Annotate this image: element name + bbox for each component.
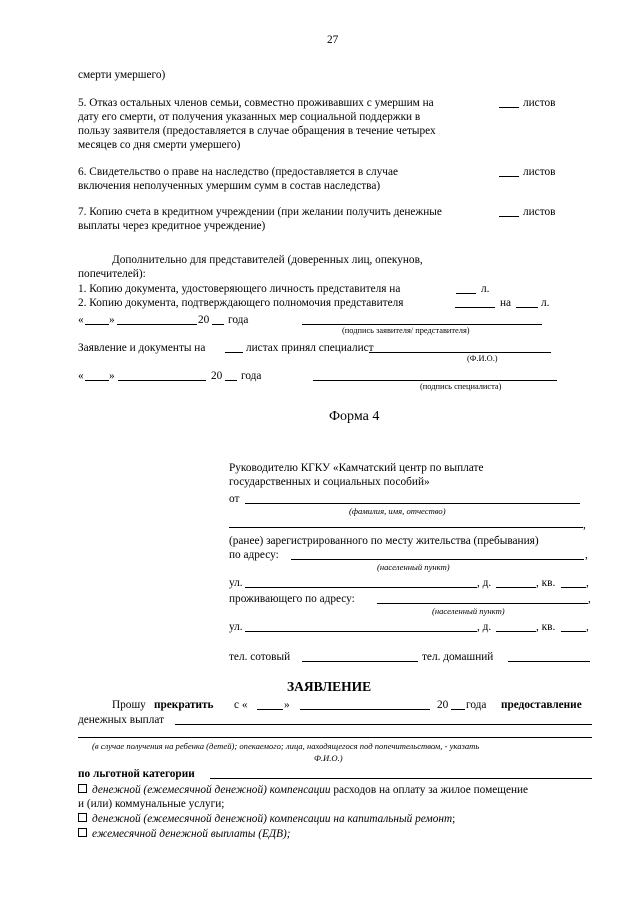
house-label-2: , д. [477, 621, 492, 633]
date1-quote-close: » [109, 314, 115, 326]
date2-year-word: года [241, 370, 262, 382]
date1-day-blank [85, 324, 109, 325]
cash-line-2 [78, 737, 592, 738]
continuation-line: смерти умершего) [78, 69, 166, 81]
item5-line2: дату его смерти, от получения указанных мер социальной поддержки в [78, 111, 421, 123]
date2-quote-open: « [78, 370, 84, 382]
ask-year-word: года [466, 699, 487, 711]
reps-item2-suffix: л. [541, 297, 550, 309]
category-line [210, 778, 592, 779]
date2-year-blank [225, 380, 237, 381]
comma-5: , [586, 621, 589, 633]
accepted-count-blank [225, 352, 243, 353]
item6-line1: 6. Свидетельство о праве на наследство (предоставляется в случае [78, 166, 398, 178]
ask-month-blank [300, 709, 430, 710]
accepted-mid: листах принял специалист [246, 342, 374, 354]
comma-2: , [585, 549, 588, 561]
living-address-line [377, 603, 588, 604]
living-label: проживающего по адресу: [229, 593, 355, 605]
registered-line1: (ранее) зарегистрированного по месту жительства (пребывания) [229, 535, 539, 547]
cash-line [175, 724, 592, 725]
ask-year-blank [451, 709, 465, 710]
ask-close: » [284, 699, 290, 711]
date2-day-blank [85, 380, 109, 381]
date2-month-blank [118, 380, 206, 381]
form-title: Форма 4 [329, 409, 380, 424]
house-line-2 [496, 631, 536, 632]
reps-item1: 1. Копию документа, удостоверяющего личность представителя на [78, 283, 401, 295]
ask-word: Прошу [112, 699, 146, 711]
date2-quote-close: » [109, 370, 115, 382]
item7-line1: 7. Копию счета в кредитном учреждении (при желании получить денежные [78, 206, 442, 218]
registered-address-line [291, 559, 584, 560]
street-label-1: ул. [229, 577, 243, 589]
addressee-line2: государственных и социальных пособий» [229, 476, 430, 488]
date1-month-blank [117, 324, 197, 325]
item5-count-blank [499, 107, 519, 108]
phone-mobile-line [302, 661, 418, 662]
reps-intro-1: Дополнительно для представителей (доверенных лиц, опекунов, [112, 254, 423, 266]
apt-label-2: , кв. [536, 621, 556, 633]
option-1[interactable] [78, 783, 528, 797]
date1-quote-open: « [78, 314, 84, 326]
item5-line1: 5. Отказ остальных членов семьи, совместно проживавших с умершим на [78, 97, 434, 109]
applicant-signature-line [302, 324, 542, 325]
phone-home-label: тел. домашний [422, 651, 494, 663]
date1-year: 20 [198, 314, 210, 326]
apt-line-2 [561, 631, 586, 632]
specialist-fio-caption: (Ф.И.О.) [467, 354, 498, 363]
phone-home-line [508, 661, 590, 662]
house-line-1 [496, 587, 536, 588]
option-2-italic: денежной (ежемесячной денежной) компенсации на капитальный ремонт [92, 813, 453, 825]
item7-suffix: листов [523, 206, 556, 218]
applicant-name-line [245, 503, 580, 504]
item7-line2: выплаты через кредитное учреждение) [78, 220, 266, 232]
applicant-signature-caption: (подпись заявителя/ представителя) [342, 326, 470, 335]
option-2[interactable] [78, 812, 455, 826]
note-line1: (в случае получения на ребенка (детей); опекаемого; лица, находящегося под попечительством, - указать [92, 741, 480, 751]
registered-line2: по адресу: [229, 549, 279, 561]
reps-item2-mid: на [500, 297, 512, 309]
item6-line2: включения неполученных умершим сумм в состав наследства) [78, 180, 381, 192]
option-1-checkbox[interactable] [78, 784, 87, 793]
from-label: от [229, 493, 240, 505]
note-line2: Ф.И.О.) [314, 753, 343, 763]
item6-suffix: листов [523, 166, 556, 178]
ask-from: с « [234, 699, 248, 711]
cash-label: денежных выплат [78, 714, 165, 726]
comma-1: , [583, 519, 586, 531]
item5-suffix: листов [523, 97, 556, 109]
date1-year-word: года [228, 314, 249, 326]
house-label-1: , д. [477, 577, 492, 589]
item6-count-blank [499, 176, 519, 177]
specialist-name-line [369, 352, 551, 353]
category-label: по льготной категории [78, 768, 195, 780]
date2-year: 20 [211, 370, 223, 382]
option-1-cont: и (или) коммунальные услуги; [78, 798, 225, 810]
option-2-normal: ; [452, 813, 456, 825]
reps-item2-blank2 [516, 307, 538, 308]
application-heading: ЗАЯВЛЕНИЕ [287, 679, 372, 694]
page-number: 27 [327, 34, 339, 46]
accepted-text: Заявление и документы на [78, 342, 206, 354]
ask-year: 20 [437, 699, 449, 711]
item5-line3: пользу заявителя (предоставляется в случае обращения в течение четырех [78, 125, 436, 137]
reps-intro-2: попечителей): [78, 268, 146, 280]
settlement-caption-1: (населенный пункт) [377, 562, 450, 572]
reps-item1-blank [456, 293, 476, 294]
street-line-1 [245, 587, 477, 588]
applicant-name-line2 [229, 527, 583, 528]
phone-mobile-label: тел. сотовый [229, 651, 291, 663]
specialist-signature-caption: (подпись специалиста) [420, 382, 502, 391]
ask-day-blank [257, 709, 283, 710]
option-1-italic: денежной (ежемесячной денежной) компенсации [92, 784, 331, 796]
option-2-checkbox[interactable] [78, 813, 87, 822]
fio-caption: (фамилия, имя, отчество) [349, 506, 446, 516]
option-3[interactable] [78, 827, 291, 841]
street-label-2: ул. [229, 621, 243, 633]
date1-year-blank [212, 324, 224, 325]
street-line-2 [245, 631, 477, 632]
apt-label-1: , кв. [536, 577, 556, 589]
option-3-checkbox[interactable] [78, 828, 87, 837]
reps-item2-blank1 [455, 307, 495, 308]
option-1-normal: расходов на оплату за жилое помещение [330, 784, 529, 796]
option-3-italic: ежемесячной денежной выплаты (ЕДВ); [92, 828, 291, 840]
item5-line4: месяцев со дня смерти умершего) [78, 139, 241, 151]
comma-3: , [586, 577, 589, 589]
reps-item2: 2. Копию документа, подтверждающего полномочия представителя [78, 297, 404, 309]
settlement-caption-2: (населенный пункт) [432, 606, 505, 616]
ask-stop: прекратить [154, 699, 214, 711]
item7-count-blank [499, 216, 519, 217]
reps-item1-suffix: л. [481, 283, 490, 295]
apt-line-1 [561, 587, 586, 588]
addressee-line1: Руководителю КГКУ «Камчатский центр по выплате [229, 462, 484, 474]
comma-4: , [588, 593, 591, 605]
specialist-signature-line [313, 380, 557, 381]
ask-provision: предоставление [501, 699, 582, 711]
